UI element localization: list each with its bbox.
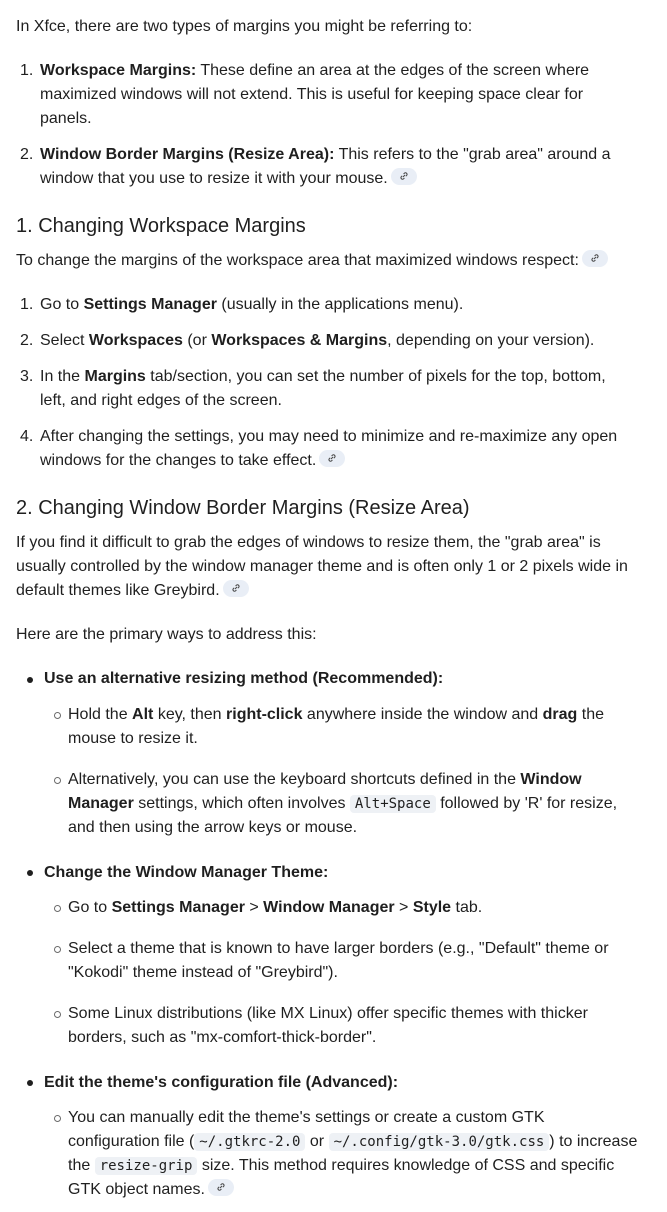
list-item: Workspace Margins: These define an area at the edges of the screen where bbox=[40, 62, 590, 79]
list-number: 4. bbox=[20, 428, 34, 445]
sub-bullet-circle bbox=[54, 712, 61, 719]
sub-bullet-circle bbox=[54, 1115, 61, 1122]
section-heading: 2. Changing Window Border Margins (Resize Area) bbox=[16, 497, 470, 519]
bullet-dot bbox=[27, 677, 33, 683]
paragraph-line: default themes like Greybird. bbox=[16, 579, 249, 603]
source-link-chip[interactable] bbox=[208, 1179, 234, 1196]
link-icon bbox=[399, 171, 409, 181]
sub-bullet-circle bbox=[54, 946, 61, 953]
source-link-chip[interactable] bbox=[319, 450, 345, 467]
source-link-chip[interactable] bbox=[391, 168, 417, 185]
list-item-cont: panels. bbox=[40, 110, 92, 127]
bullet-title: Use an alternative resizing method (Recommended): bbox=[44, 670, 444, 687]
list-number: 2. bbox=[20, 332, 34, 349]
link-icon bbox=[590, 253, 600, 263]
list-item-cont: window that you use to resize it with your mouse. bbox=[40, 167, 417, 191]
sub-bullet-text: Some Linux distributions (like MX Linux) offer specific themes with thicker bbox=[68, 1005, 588, 1022]
list-item: After changing the settings, you may need to minimize and re-maximize any open bbox=[40, 428, 618, 445]
sub-bullet-cont: the resize-grip size. This method requires knowledge of CSS and specific bbox=[68, 1157, 615, 1174]
paragraph-line: usually controlled by the window manager theme and is often only 1 or 2 pixels wide in bbox=[16, 558, 628, 575]
list-number: 1. bbox=[20, 62, 34, 79]
paragraph-line: Here are the primary ways to address this: bbox=[16, 626, 317, 643]
sub-bullet-circle bbox=[54, 777, 61, 784]
link-icon bbox=[231, 583, 241, 593]
link-icon bbox=[327, 453, 337, 463]
bullet-title: Edit the theme's configuration file (Advanced): bbox=[44, 1074, 399, 1091]
bullet-title: Change the Window Manager Theme: bbox=[44, 864, 329, 881]
list-item: Window Border Margins (Resize Area): This refers to the "grab area" around a bbox=[40, 146, 611, 163]
sub-bullet-text: Alternatively, you can use the keyboard shortcuts defined in the Window bbox=[68, 771, 582, 788]
sub-bullet-cont: and then using the arrow keys or mouse. bbox=[68, 819, 358, 836]
sub-bullet-text: Select a theme that is known to have larger borders (e.g., "Default" theme or bbox=[68, 940, 609, 957]
intro-text: In Xfce, there are two types of margins you might be referring to: bbox=[16, 18, 473, 35]
sub-bullet-text: You can manually edit the theme's settings or create a custom GTK bbox=[68, 1109, 545, 1126]
paragraph-line: If you find it difficult to grab the edges of windows to resize them, the "grab area" is bbox=[16, 534, 601, 551]
list-item-cont: windows for the changes to take effect. bbox=[40, 449, 345, 473]
sub-bullet-cont: GTK object names. bbox=[68, 1178, 234, 1202]
sub-bullet-text: Hold the Alt key, then right-click anywhere inside the window and drag the bbox=[68, 706, 604, 723]
bullet-dot bbox=[27, 870, 33, 876]
inline-code: ~/.config/gtk-3.0/gtk.css bbox=[329, 1133, 550, 1151]
list-number: 3. bbox=[20, 368, 34, 385]
link-icon bbox=[216, 1182, 226, 1192]
list-item-cont: maximized windows will not extend. This is useful for keeping space clear for bbox=[40, 86, 584, 103]
inline-code: Alt+Space bbox=[350, 795, 436, 813]
sub-bullet-cont: Manager settings, which often involves Alt+Space followed by 'R' for resize, bbox=[68, 795, 618, 812]
inline-code: resize-grip bbox=[95, 1157, 198, 1175]
list-item: Go to Settings Manager (usually in the applications menu). bbox=[40, 296, 464, 313]
list-item-cont: left, and right edges of the screen. bbox=[40, 392, 282, 409]
sub-bullet-circle bbox=[54, 905, 61, 912]
list-item: Select Workspaces (or Workspaces & Margins, depending on your version). bbox=[40, 332, 595, 349]
sub-bullet-text: Go to Settings Manager > Window Manager > Style tab. bbox=[68, 899, 483, 916]
list-item: In the Margins tab/section, you can set the number of pixels for the top, bottom, bbox=[40, 368, 606, 385]
section-intro: To change the margins of the workspace area that maximized windows respect: bbox=[16, 249, 608, 273]
list-number: 1. bbox=[20, 296, 34, 313]
list-number: 2. bbox=[20, 146, 34, 163]
sub-bullet-circle bbox=[54, 1011, 61, 1018]
bullet-dot bbox=[27, 1080, 33, 1086]
inline-code: ~/.gtkrc-2.0 bbox=[194, 1133, 305, 1151]
source-link-chip[interactable] bbox=[223, 580, 249, 597]
sub-bullet-cont: borders, such as "mx-comfort-thick-border". bbox=[68, 1029, 377, 1046]
sub-bullet-cont: "Kokodi" theme instead of "Greybird"). bbox=[68, 964, 338, 981]
sub-bullet-cont: mouse to resize it. bbox=[68, 730, 198, 747]
sub-bullet-cont: configuration file ( ~/.gtkrc-2.0 or ~/.config/gtk-3.0/gtk.css ) to increase bbox=[68, 1133, 638, 1150]
source-link-chip[interactable] bbox=[582, 250, 608, 267]
section-heading: 1. Changing Workspace Margins bbox=[16, 215, 306, 237]
